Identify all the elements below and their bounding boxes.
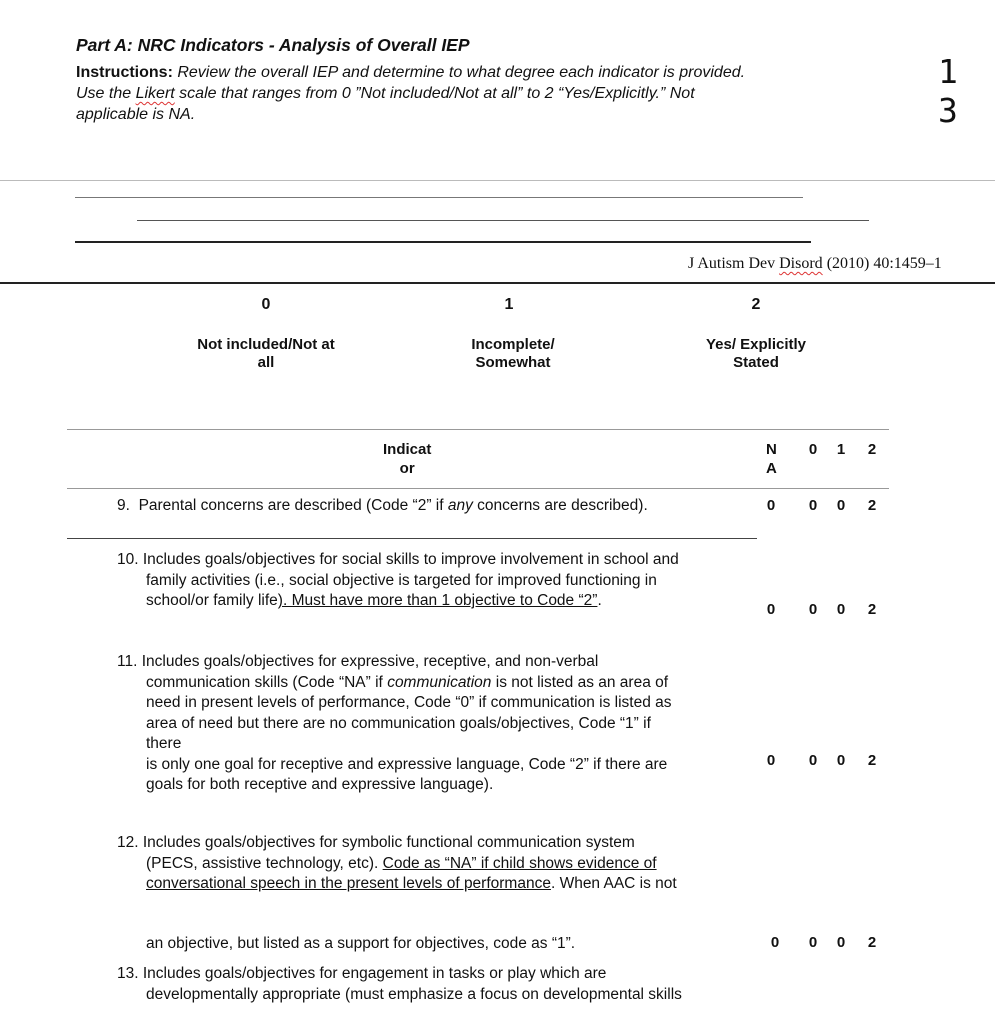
na-header [766, 441, 777, 477]
item-text: need in present levels of performance, Code “0” if communication is listed as [146, 694, 672, 711]
score-na: 0 [766, 752, 776, 769]
divider-1 [75, 197, 803, 198]
table-top-rule [67, 429, 889, 430]
item-number: 9. [117, 497, 130, 514]
item-text: Includes goals/objectives for engagement in tasks or play which are [142, 965, 607, 982]
scale-label-2-line-1: Yes/ Explicitly [705, 336, 807, 353]
table-header-rule [67, 488, 889, 489]
item-text: area of need but there are no communication goals/objectives, Code “1” if [146, 714, 651, 732]
score-2: 2 [867, 601, 877, 618]
page-number: 1 3 [938, 52, 960, 130]
scale-value-1: 1 [504, 296, 514, 313]
item-text-underlined: Code as “NA” if child shows evidence of [382, 854, 657, 872]
item-text: is only one goal for receptive and expressive language, Code “2” if there are [146, 755, 668, 773]
item-text: Includes goals/objectives for social skills to improve involvement in school and [142, 551, 679, 568]
item-text: communication skills (Code “NA” if [146, 673, 388, 691]
score-0: 0 [808, 601, 818, 618]
item-text-underlined: ). Must have more than 1 objective to Code “2” [277, 592, 598, 609]
item-text: Includes goals/objectives for symbolic functional communication system [142, 834, 635, 851]
item-text: developmentally appropriate (must emphasize a focus on developmental skills [146, 985, 682, 1003]
instructions-label: Instructions: [76, 64, 173, 81]
indicator-header-line-2: or [399, 460, 415, 477]
item-text: is not listed as an area of [491, 673, 669, 691]
score-header-1: 1 [836, 441, 846, 458]
spellcheck-flagged-word: Disord [779, 255, 823, 272]
na-header-line-2: A [766, 460, 777, 477]
item-number: 10. [117, 551, 139, 568]
item-number: 13. [117, 965, 139, 982]
item-text: family activities (i.e., social objective is targeted for improved functioning in [146, 571, 657, 589]
score-na: 0 [766, 601, 776, 618]
score-2: 2 [867, 752, 877, 769]
score-1: 0 [836, 497, 846, 514]
scale-value-2: 2 [751, 296, 761, 313]
score-header-2: 2 [867, 441, 877, 458]
instructions-line-3: applicable is NA. [76, 106, 196, 123]
item-text-underlined: conversational speech in the present levels of performance [146, 875, 551, 892]
score-1: 0 [836, 601, 846, 618]
score-2: 2 [867, 934, 877, 951]
instructions-line-2a: Use the [76, 85, 136, 102]
indicator-header-line-1: Indicat [383, 441, 432, 458]
table-row-13 [117, 964, 757, 1005]
journal-name: J Autism Dev [688, 255, 780, 272]
table-row-12 [117, 833, 747, 895]
divider-journal [0, 282, 995, 284]
scale-label-1-line-1: Incomplete/ [471, 336, 555, 353]
item-text: . [597, 592, 602, 609]
item-number: 11. [117, 653, 138, 670]
instructions-line-2c: scale that ranges from 0 ”Not included/Not at all” to 2 “Yes/Explicitly.” Not [174, 85, 695, 102]
scale-label-1-line-2: Somewhat [475, 354, 551, 371]
divider-3 [75, 241, 811, 243]
score-header-0: 0 [808, 441, 818, 458]
table-row-11 [117, 652, 747, 796]
item-text: there [146, 735, 182, 752]
item-text: school/or family life [146, 592, 278, 609]
instructions [76, 62, 876, 125]
score-0: 0 [808, 497, 818, 514]
divider-2 [137, 220, 869, 221]
scale-label-2 [656, 336, 856, 372]
item-text-emphasis: any [447, 497, 473, 514]
score-0: 0 [808, 934, 818, 951]
table-row-12-continued: an objective, but listed as a support for objectives, code as “1”. [146, 935, 576, 952]
spellcheck-flagged-word: Likert [135, 85, 175, 102]
journal-citation [688, 255, 942, 273]
scale-label-1 [413, 336, 613, 372]
scale-value-0: 0 [261, 296, 271, 313]
table-row-10 [117, 550, 747, 612]
scale-label-0-line-2: all [257, 354, 275, 371]
score-na: 0 [766, 497, 776, 514]
item-text: concerns are described). [472, 497, 648, 514]
table-row-9 [117, 496, 648, 517]
item-text: Includes goals/objectives for expressive, receptive, and non-verbal [141, 653, 599, 670]
score-0: 0 [808, 752, 818, 769]
item-text: goals for both receptive and expressive language). [146, 776, 494, 793]
item-text-emphasis: communication [387, 673, 492, 691]
score-na: 0 [770, 934, 780, 951]
scale-label-0 [166, 336, 366, 372]
instructions-line-1: Review the overall IEP and determine to what degree each indicator is provided. [177, 64, 746, 81]
scale-label-2-line-2: Stated [733, 354, 779, 371]
item-number: 12. [117, 834, 139, 851]
scale-label-0-line-1: Not included/Not at [197, 336, 335, 353]
row-rule [67, 538, 757, 539]
na-header-line-1: N [766, 441, 777, 458]
journal-ref: (2010) 40:1459–1 [822, 255, 942, 272]
divider-top [0, 180, 995, 181]
item-text: Parental concerns are described (Code “2” if [138, 497, 448, 514]
item-text: (PECS, assistive technology, etc). [146, 854, 383, 872]
item-text: . When AAC is not [550, 875, 677, 892]
score-1: 0 [836, 934, 846, 951]
indicator-header [383, 441, 431, 477]
page-title: Part A: NRC Indicators - Analysis of Overall IEP [76, 35, 470, 55]
score-1: 0 [836, 752, 846, 769]
score-2: 2 [867, 497, 877, 514]
